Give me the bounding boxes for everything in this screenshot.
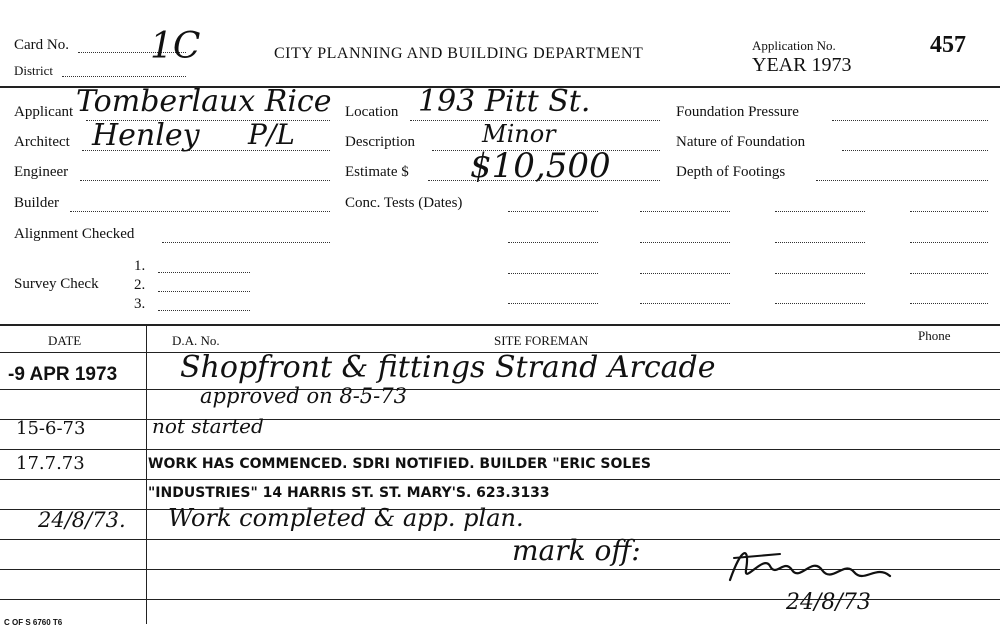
card-no-value: 1C <box>150 26 201 67</box>
log-date-2: 15-6-73 <box>16 418 86 439</box>
estimate-value: $10,500 <box>470 146 611 186</box>
log-date-4: 24/8/73. <box>38 508 126 532</box>
survey-dots-2 <box>158 291 250 292</box>
architect-extra: P/L <box>248 118 295 151</box>
conc-dots <box>775 273 865 274</box>
conc-dots <box>640 211 730 212</box>
log-entry-3: WORK HAS COMMENCED. SDRI NOTIFIED. BUILDER "ERIC SOLES <box>148 456 651 472</box>
date-header: DATE <box>48 333 82 348</box>
da-no-header: D.A. No. <box>172 333 220 348</box>
log-entry-2: not started <box>152 414 264 438</box>
application-no-label: Application No. <box>752 38 836 53</box>
conc-tests-label: Conc. Tests (Dates) <box>345 195 463 211</box>
signoff-date: 24/8/73 <box>786 590 871 615</box>
conc-dots <box>775 211 865 212</box>
log-entry-1b: approved on 8-5-73 <box>200 384 407 408</box>
conc-dots <box>640 273 730 274</box>
architect-value: Henley <box>92 118 200 153</box>
application-no-value: 457 <box>930 32 966 58</box>
nature-label: Nature of Foundation <box>676 134 806 150</box>
conc-dots <box>775 303 865 304</box>
description-value: Minor <box>482 120 556 148</box>
date-column-divider <box>146 324 147 624</box>
conc-dots <box>508 303 598 304</box>
log-date-1: -9 APR 1973 <box>8 364 118 385</box>
foundation-pressure-label: Foundation Pressure <box>676 104 799 120</box>
depth-dots <box>816 180 988 181</box>
foundation-pressure-dots <box>832 120 988 121</box>
department-title: CITY PLANNING AND BUILDING DEPARTMENT <box>274 45 644 62</box>
log-row-rule <box>0 479 1000 480</box>
log-row-rule <box>0 449 1000 450</box>
conc-dots <box>640 242 730 243</box>
log-top-rule <box>0 324 1000 326</box>
conc-dots <box>508 273 598 274</box>
engineer-dots <box>80 180 330 181</box>
survey-dots-3 <box>158 310 250 311</box>
log-entry-4: Work completed & app. plan. <box>168 504 524 532</box>
conc-dots <box>508 211 598 212</box>
log-row-rule <box>0 419 1000 420</box>
location-label: Location <box>345 104 399 120</box>
log-entry-3b: "INDUSTRIES" 14 HARRIS ST. ST. MARY'S. 623.3133 <box>148 485 550 501</box>
district-dots <box>62 76 186 77</box>
conc-dots <box>910 273 988 274</box>
conc-dots <box>775 242 865 243</box>
mark-off-note: mark off: <box>512 534 641 567</box>
alignment-dots <box>162 242 330 243</box>
conc-dots <box>640 303 730 304</box>
estimate-label: Estimate $ <box>345 164 409 180</box>
log-row-rule <box>0 389 1000 390</box>
applicant-value: Tomberlaux Rice <box>76 84 332 119</box>
architect-label: Architect <box>14 134 70 150</box>
conc-dots <box>910 303 988 304</box>
survey-item-3: 3. <box>134 296 146 312</box>
site-foreman-header: SITE FOREMAN <box>494 333 589 348</box>
alignment-label: Alignment Checked <box>14 226 135 242</box>
applicant-label: Applicant <box>14 104 74 120</box>
location-value: 193 Pitt St. <box>418 84 591 119</box>
district-label: District <box>14 63 53 78</box>
signature <box>720 540 910 594</box>
form-code: C OF S 6760 T6 <box>4 618 63 627</box>
card-no-label: Card No. <box>14 37 69 53</box>
survey-item-2: 2. <box>134 277 146 293</box>
engineer-label: Engineer <box>14 164 69 180</box>
survey-dots-1 <box>158 272 250 273</box>
log-date-3: 17.7.73 <box>16 453 85 474</box>
year-label: YEAR 1973 <box>752 54 852 76</box>
survey-check-label: Survey Check <box>14 276 99 292</box>
phone-header: Phone <box>918 328 951 343</box>
nature-dots <box>842 150 988 151</box>
log-entry-1: Shopfront & fittings Strand Arcade <box>180 350 716 385</box>
depth-label: Depth of Footings <box>676 164 786 180</box>
builder-dots <box>70 211 330 212</box>
conc-dots <box>910 242 988 243</box>
conc-dots <box>910 211 988 212</box>
description-label: Description <box>345 134 415 150</box>
builder-label: Builder <box>14 195 59 211</box>
survey-item-1: 1. <box>134 258 146 274</box>
conc-dots <box>508 242 598 243</box>
